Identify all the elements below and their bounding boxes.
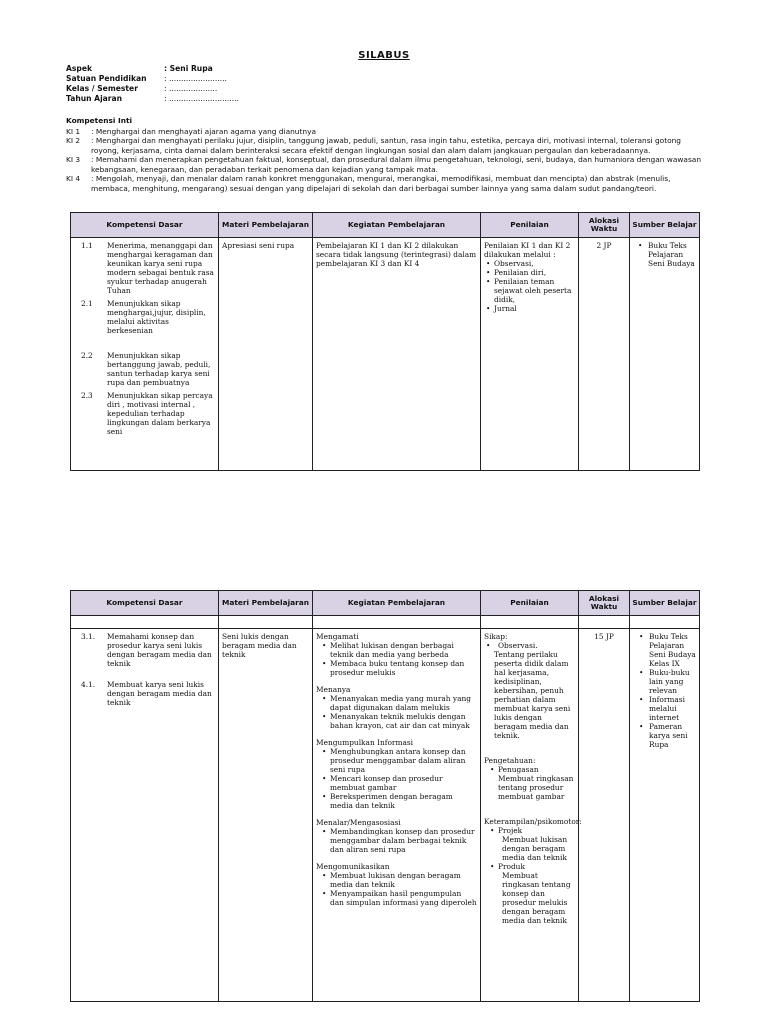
kd-number: 2.2	[81, 351, 93, 360]
kegiatan-list	[316, 827, 477, 854]
meta-row-kelas	[66, 84, 239, 94]
col-header-kompetensi-dasar: Kompetensi Dasar	[71, 591, 219, 616]
kegiatan-group	[316, 818, 477, 854]
kd-text: Memahami konsep dan prosedur karya seni lukis dengan beragam media dan teknik	[107, 632, 212, 668]
cell-kompetensi-dasar	[71, 629, 219, 1002]
penilaian-intro: Penilaian KI 1 dan KI 2 dilakukan melalui :	[484, 241, 571, 259]
list-item: • Informasi melalui internet	[649, 695, 696, 722]
list-item: • Menanyakan teknik melukis dengan bahan krayon, cat air dan cat minyak	[330, 712, 477, 730]
list-item: • Menghubungkan antara konsep dan prosedur menggambar dalam aliran seni rupa	[330, 747, 477, 774]
kompetensi-inti-heading: Kompetensi Inti	[66, 116, 133, 125]
sumber-list	[648, 241, 696, 268]
col-header-penilaian: Penilaian	[481, 213, 579, 238]
list-item: • Mencari konsep dan prosedur membuat gambar	[330, 774, 477, 792]
meta-value: : .............................	[164, 94, 239, 103]
cell-penilaian	[481, 629, 582, 1002]
table-row	[71, 238, 700, 471]
list-item: • Penilaian teman sejawat oleh peserta didik,	[494, 277, 575, 304]
sikap-item: Observasi.	[498, 641, 538, 650]
kompetensi-inti-section	[66, 116, 706, 193]
cell-penilaian	[481, 238, 579, 471]
kd-item	[81, 391, 215, 436]
kegiatan-group	[316, 632, 477, 677]
list-item	[498, 826, 575, 862]
penilaian-list	[484, 259, 575, 313]
list-item: • Buku Teks Pelajaran Seni Budaya	[648, 241, 696, 268]
ki-item	[66, 155, 706, 174]
produk-label: • Produk	[498, 862, 525, 871]
list-item: • Penugasan	[498, 765, 575, 774]
col-header-sumber: Sumber Belajar	[630, 213, 700, 238]
page-title: SILABUS	[358, 50, 410, 61]
meta-value: : ........................	[164, 74, 227, 83]
ki-number: KI 2	[66, 136, 81, 145]
meta-row-satuan	[66, 74, 239, 84]
kd-text: Menunjukkan sikap percaya diri , motivasi internal , kepedulian terhadap lingkungan dalam berkarya seni	[107, 391, 213, 436]
meta-key: Aspek	[66, 64, 93, 73]
document-meta	[66, 64, 239, 104]
col-header-kegiatan: Kegiatan Pembelajaran	[313, 591, 481, 616]
kd-item	[81, 680, 215, 707]
list-item: • Jurnal	[494, 304, 575, 313]
meta-value: : Seni Rupa	[164, 64, 213, 73]
ki-item	[66, 174, 706, 193]
kegiatan-heading: Mengamati	[316, 632, 359, 641]
kegiatan-list	[316, 871, 477, 907]
keterampilan-list	[484, 826, 575, 925]
col-header-materi: Materi Pembelajaran	[219, 213, 313, 238]
meta-value: : ....................	[164, 84, 218, 93]
kd-number: 2.3	[81, 391, 93, 400]
cell-alokasi: 15 JP	[579, 629, 630, 1002]
kd-item	[81, 632, 215, 668]
kegiatan-group	[316, 862, 477, 907]
kegiatan-heading: Mengumpulkan Informasi	[316, 738, 414, 747]
keterampilan-heading: Keterampilan/psikomotor:	[484, 817, 582, 826]
kd-item	[81, 241, 215, 295]
kegiatan-heading: Mengomunikasikan	[316, 862, 390, 871]
syllabus-table-1	[70, 212, 700, 471]
list-item: • Bereksperimen dengan beragam media dan teknik	[330, 792, 477, 810]
sikap-list	[484, 641, 575, 650]
kd-number: 4.1.	[81, 680, 96, 689]
ki-number: KI 1	[66, 126, 81, 136]
pengetahuan-text: Membuat ringkasan tentang prosedur membuat gambar	[498, 774, 574, 801]
meta-key: Kelas / Semester	[66, 84, 138, 93]
kd-number: 1.1	[81, 241, 93, 250]
kd-text: Menunjukkan sikap menghargai,jujur, disiplin, melalui aktivitas berkesenian	[107, 299, 206, 335]
list-item: • Buku-buku lain yang relevan	[649, 668, 696, 695]
kd-text: Menunjukkan sikap bertanggung jawab, peduli, santun terhadap karya seni rupa dan pembuatnya	[107, 351, 211, 387]
list-item: • Menanyakan media yang murah yang dapat digunakan dalam melukis	[330, 694, 477, 712]
meta-row-tahun	[66, 94, 239, 104]
pengetahuan-list	[484, 765, 575, 774]
list-item: • Menyampaikan hasil pengumpulan dan simpulan informasi yang diperoleh	[330, 889, 477, 907]
kd-text: Membuat karya seni lukis dengan beragam media dan teknik	[107, 680, 212, 707]
sikap-heading: Sikap:	[484, 632, 508, 641]
cell-sumber	[630, 629, 700, 1002]
list-item	[498, 862, 575, 925]
list-item: • Buku Teks Pelajaran Seni Budaya Kelas IX	[649, 632, 696, 668]
list-item: • Observasi,	[494, 259, 575, 268]
cell-materi: Seni lukis dengan beragam media dan teknik	[219, 629, 313, 1002]
col-header-kompetensi-dasar: Kompetensi Dasar	[71, 213, 219, 238]
kegiatan-group	[316, 685, 477, 730]
ki-item	[66, 136, 706, 155]
col-header-alokasi: Alokasi Waktu	[579, 591, 630, 616]
ki-text: : Mengolah, menyaji, dan menalar dalam ranah konkret menggunakan, mengurai, merangkai, memodifikasi, membuat dan mencipta) dan abstrak (menulis, membaca, menghitung, mengarang) sesuai dengan yang dipelajari di sekolah dan dari berbagai sumber lainnya yang sama dalam sudut pandang/teori.	[91, 174, 671, 193]
produk-text: Membuat ringkasan tentang konsep dan prosedur melukis dengan beragam media dan teknik	[502, 871, 571, 925]
cell-kompetensi-dasar	[71, 238, 219, 471]
ki-item	[66, 127, 706, 137]
kd-number: 3.1.	[81, 632, 96, 641]
col-header-alokasi: Alokasi Waktu	[579, 213, 630, 238]
list-item	[494, 641, 575, 650]
kegiatan-list	[316, 694, 477, 730]
kegiatan-group	[316, 738, 477, 810]
cell-kegiatan	[313, 629, 481, 1002]
kd-number: 2.1	[81, 299, 93, 308]
list-item: • Penilaian diri,	[494, 268, 575, 277]
ki-text: : Menghargai dan menghayati ajaran agama yang dianutnya	[91, 126, 316, 136]
ki-number: KI 3	[66, 155, 81, 164]
meta-row-aspek	[66, 64, 239, 74]
list-item: • Melihat lukisan dengan berbagai teknik dan media yang berbeda	[330, 641, 477, 659]
ki-text: : Menghargai dan menghayati perilaku jujur, disiplin, tanggung jawab, peduli, santun, rasa ingin tahu, estetika, percaya diri, motivasi internal, toleransi gotong royong, kerjasama, cinta damai dalam berinteraksi secara efektif dengan lingkungan sosial dan alam dalam jangkauan pergaulan dan keberadaannya.	[91, 136, 681, 155]
kd-item	[81, 299, 215, 335]
col-header-penilaian: Penilaian	[481, 591, 579, 616]
col-header-sumber: Sumber Belajar	[630, 591, 700, 616]
list-item: • Membaca buku tentang konsep dan prosedur melukis	[330, 659, 477, 677]
ki-number: KI 4	[66, 174, 81, 183]
proyek-text: Membuat lukisan dengan beragam media dan teknik	[502, 835, 568, 862]
cell-materi: Apresiasi seni rupa	[219, 238, 313, 471]
list-item: • Membuat lukisan dengan beragam media dan teknik	[330, 871, 477, 889]
cell-alokasi: 2 JP	[579, 238, 630, 471]
sikap-text: Tentang perilaku peserta didik dalam hal kerjasama, kedisiplinan, kebersihan, penuh perhatian dalam membuat karya seni lukis dengan beragam media dan teknik.	[494, 650, 571, 740]
col-header-kegiatan: Kegiatan Pembelajaran	[313, 213, 481, 238]
meta-key: Tahun Ajaran	[66, 94, 123, 103]
kd-text: Menerima, menanggapi dan menghargai keragaman dan keunikan karya seni rupa modern sebagai bentuk rasa syukur terhadap anugerah Tuhan	[107, 241, 214, 295]
pengetahuan-heading: Pengetahuan:	[484, 756, 536, 765]
sumber-list	[633, 632, 696, 749]
spacer-row	[71, 616, 700, 629]
proyek-label: • Projek	[498, 826, 523, 835]
ki-text: : Memahami dan menerapkan pengetahuan faktual, konseptual, dan prosedural dalam ilmu pengetahuan, teknologi, seni, budaya, dan humaniora dengan wawasan kebangsaan, kenegaraan, dan peradaban terkait penomena dan kejadian yang tampak mata.	[91, 155, 702, 174]
table-row	[71, 629, 700, 1002]
syllabus-table-2	[70, 590, 700, 1002]
col-header-materi: Materi Pembelajaran	[219, 591, 313, 616]
kegiatan-list	[316, 641, 477, 677]
kd-item	[81, 351, 215, 387]
kegiatan-list	[316, 747, 477, 810]
cell-sumber	[630, 238, 700, 471]
table-header-row	[71, 213, 700, 238]
kegiatan-heading: Menanya	[316, 685, 351, 694]
table-header-row	[71, 591, 700, 616]
kegiatan-heading: Menalar/Mengasosiasi	[316, 818, 401, 827]
list-item: • Membandingkan konsep dan prosedur menggambar dalam berbagai teknik dan aliran seni rupa	[330, 827, 477, 854]
meta-key: Satuan Pendidikan	[66, 74, 147, 83]
list-item: • Pameran karya seni Rupa	[649, 722, 696, 749]
cell-kegiatan: Pembelajaran KI 1 dan KI 2 dilakukan secara tidak langsung (terintegrasi) dalam pembelajaran KI 3 dan KI 4	[313, 238, 481, 471]
